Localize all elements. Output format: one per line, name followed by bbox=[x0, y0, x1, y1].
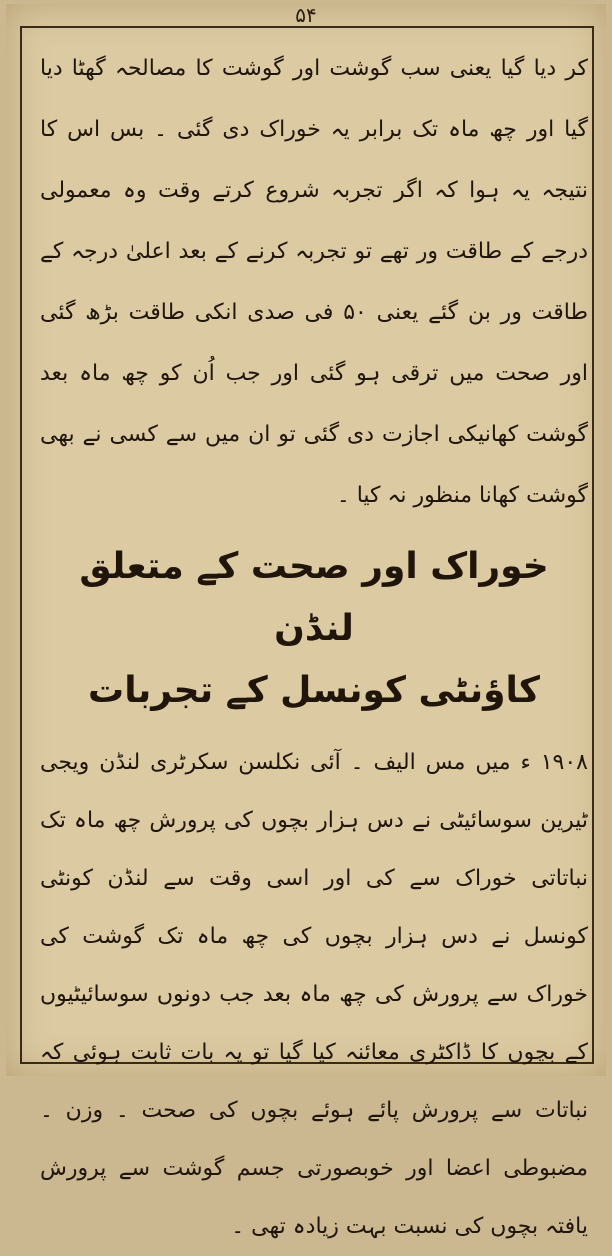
page-number: ۵۴ bbox=[295, 3, 317, 27]
paragraph-1: کر دیا گیا یعنی سب گوشت اور گوشت کا مصالحہ گھٹا دیا گیا اور چھ ماہ تک برابر یہ خوراک دی گئی ۔ بس اس کا نتیجہ یہ ہوا کہ اگر تجربہ شروع کرتے وقت وہ معمولی درجے کے طاقت ور تھے تو تجربہ کرنے کے بعد اعلیٰ درجہ کے طاقت ور بن گئے یعنی ۵۰ فی صدی انکی طاقت بڑھ گئی اور صحت میں ترقی ہو گئی اور جب اُن کو چھ ماہ بعد گوشت کھانیکی اجازت دی گئی تو ان میں سے کسی نے بھی گوشت کھانا منظور نہ کیا ۔ bbox=[40, 56, 588, 508]
section-heading-line-2: کاؤنٹی کونسل کے تجربات bbox=[88, 670, 540, 711]
book-page bbox=[6, 3, 606, 1239]
page-content bbox=[40, 38, 588, 1256]
paragraph-2: ۱۹۰۸ ء میں مس الیف ۔ آئی نکلسن سکرٹری لنڈن ویجی ٹیرین سوسائیٹی نے دس ہزار بچوں کی پرورش چھ ماہ تک نباتاتی خوراک سے کی اور اسی وقت سے لنڈن کونٹی کونسل نے دس ہزار بچوں کی چھ ماہ تک گوشت کی خوراک سے پرورش کی چھ ماہ بعد جب دونوں سوسائیٹیوں کے بچوں کا ڈاکٹری معائنہ کیا گیا تو یہ بات ثابت ہوئی کہ نباتات سے پرورش پائے ہوئے بچوں کی صحت ۔ وزن ۔ مضبوطی اعضا اور خوبصورتی جسم گوشت سے پرورش یافتہ بچوں کی نسبت بہت زیادہ تھی ۔ bbox=[40, 750, 588, 1239]
section-heading-line-1: خوراک اور صحت کے متعلق لنڈن bbox=[79, 546, 549, 649]
